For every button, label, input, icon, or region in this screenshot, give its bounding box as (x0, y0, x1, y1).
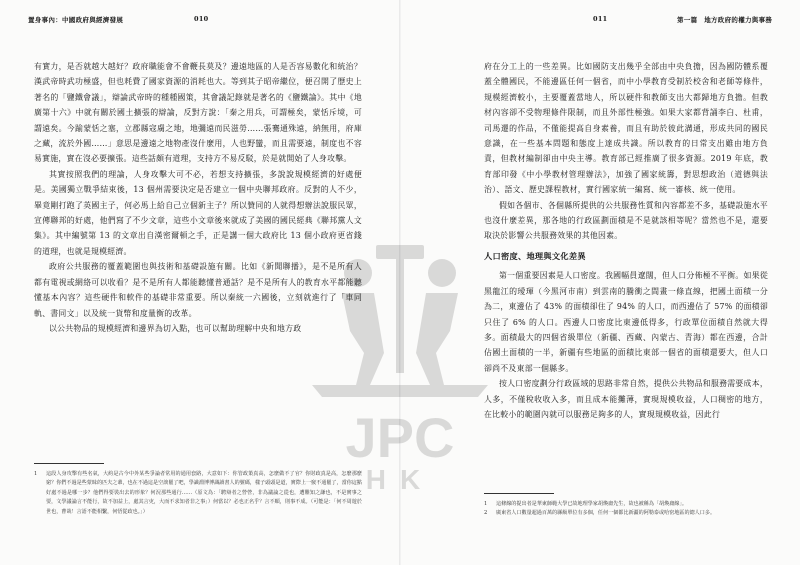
paragraph: 其實按照我們的理論，人身攻擊大可不必，若想支持擴張，多說說規模經濟的好處便是。美國獨立戰爭結束後，13 個州需要決定是否建立一個中央聯邦政府。反對的人不少，畢竟剛打跑了英國主子，何必馬上給自己立個新主子？所以贊同的人就得想辦法說服民眾，宣傳聯邦的好處，他們寫了不少文章，這些小文章後來就成了美國的國民經典《聯邦黨人文集》。其中編號第 13 的文章出自漢密爾頓之手，正是講一個大政府比 13 個小政府更省錢的道理，也就是規模經濟。 (34, 169, 362, 256)
paragraph: 按人口密度劃分行政區域的思路非常自然，提供公共物品和服務需要成本，人多，不僅稅收收入多，而且成本能攤薄，實現規模收益，人口稠密的地方，在比較小的範圍內就可以服務足夠多的人，實現規模收益，因此行 (484, 379, 768, 419)
paragraph: 政府公共服務的覆蓋範圍也與技術和基礎設施有關。比如《新聞聯播》，是不是所有人都有電視或網絡可以收看？是不是所有人都能聽懂普通話？是不是所有人的教育水平都能聽懂基本內容？這些硬件和軟件的基礎非常重要。所以秦統一六國後，立刻就進行了「車同軌、書同文」以及統一貨幣和度量衡的改革。 (34, 262, 362, 318)
paragraph: 以公共物品的規模經濟和邊界為切入點，也可以幫助理解中央和地方政 (49, 323, 302, 333)
footnote-rule (484, 493, 554, 494)
right-body (484, 59, 768, 422)
footnote-number: 1 (484, 501, 488, 507)
footnote-text: 這段人身攻擊有些名氣，大約是古今中外某些爭論者常用的通用套路，大意如下：你管政策真高，怎麼做不了官？你財政真是高，怎麼那麼窮？你們不過是些蒙昧的匹夫之輩，也在不過這是空談罷了吧，學識淵博博識讀書人的號碼，樣子頭頭是道，實際上一竅不通罷了，當你這點好處不過是哪一步？他們得要裝出去的形象？何況那些通行……（原文為：「騁辯者之營營，非為議論之從也，遭難知之謙也，不是實事之要，文學議論言不能行，故不加益上，處其言吏，大而不求知者非之事」）何當以？必也正名乎？言不順，則事不成。（可能是：「何不周遊於世也，曹哉！言語不能相繫，何悟從政也。」） (46, 471, 362, 515)
footnote-number: 2 (484, 510, 488, 517)
left-body (34, 59, 362, 336)
left-page-number: 010 (194, 15, 209, 23)
footnote-number: 1 (34, 471, 38, 477)
paragraph: 假如各個市、各個縣所提供的公共服務性質和內容都差不多，基礎設施水平也沒什麼差異，那各地的行政區劃面積是不是就該相等呢？當然也不是，還要取決於影響公共服務效果的其他因素。 (484, 200, 768, 241)
paragraph: 有實力，是否就越大越好？政府職能會不會鞭長莫及？邊遠地區的人是否容易數化和統治？漢武帝時武功極盛，但也耗費了國家資源的消耗也大。等到其子昭帝繼位，便召開了歷史上著名的「鹽鐵會議」，辯論武帝時的種種國策，其會議記錄就是著名的《鹽鐵論》。其中《地廣第十六》中就有關於國土擴張的辯論，反對方說：「秦之用兵，可謂極矣，蒙恬斥境，可謂遠矣。今踰蒙恬之塞，立郡縣寇虜之地，地彌遠而民滋勞……張騫通殊遠，納無用，府庫之藏，流於外國……」意思是邊遠之地物產沒什麼用，人也野蠻，而且需要遠，制度也不容易實施，實在沒必要擴張。這些話頗有道理，支持方不易反駁，於是就開始了人身攻擊。 (34, 62, 362, 164)
footnote (484, 500, 768, 509)
right-footnotes (484, 500, 768, 519)
right-page-number: 011 (593, 15, 608, 23)
footnote-text: 這條線的提出者是華東師範大學已故地理學家胡煥庸先生，故也被稱為「胡煥庸線」。 (496, 501, 688, 507)
footnote (34, 470, 362, 517)
footnote (484, 509, 768, 518)
right-page (400, 0, 800, 565)
watermark-letters: JPC (345, 406, 455, 469)
footnote-rule (34, 463, 104, 464)
paragraph: 府在分工上的一些差異。比如國防支出幾乎全部由中央負擔，因為國防體系覆蓋全體國民，不能邊區任何一個省，而中小學教育受制於校舍和老師等條件，規模經濟較小，主要覆蓋當地人，所以硬件和教師支出大都歸地方負擔。但教材內容卻不受物理條件限制，而且外部性極強。如果大家都背誦李白、杜甫，司馬遷的作品，不僅能提高自身素養，而且有助於彼此溝通，形成共同的國民意識，在一些基本問題和態度上達成共識。所以教育的日常支出雖由地方負責，但教材編制卻由中央主導。教育部已經推廣了很多資源。2019 年底，教育部印發《中小學教材管理辦法》，加強了國家統籌，對思想政治（道德與法治）、語文、歷史課程教材，實行國家統一編寫、統一審核、統一使用。 (484, 62, 768, 195)
footnote-text: 廣東省人口數量超過百萬的縣級單位有多個，任何一個都比新疆的阿勒泰或哈密地區的總人口多。 (496, 510, 716, 517)
right-running-header: 第一篇 地方政府的權力與事務 (677, 16, 773, 24)
left-running-header: 置身事內：中國政府與經濟發展 (28, 16, 124, 24)
paragraph: 第一個重要因素是人口密度。我國幅員遼闊，但人口分佈極不平衡。如果從黑龍江的璦琿（今黑河市南）到雲南的騰衝之間畫一條直線，把國土面積一分為二，東邊佔了 43% 的面積卻住了 94% 的人口，而西邊佔了 57% 的面積卻只住了 6% 的人口。西邊人口密度比東邊低得多，行政單位面積自然就大得多。面積最大的四個省級單位（新疆、西藏、內蒙古、青海）都在西邊，合計佔國土面積的一半，新疆有些地區的面積比東部一個省的面積還要大，但人口卻尚不及東部一個縣多。 (484, 271, 768, 373)
left-footnotes (34, 470, 362, 517)
section-title: 人口密度、地理與文化差異 (484, 250, 586, 261)
